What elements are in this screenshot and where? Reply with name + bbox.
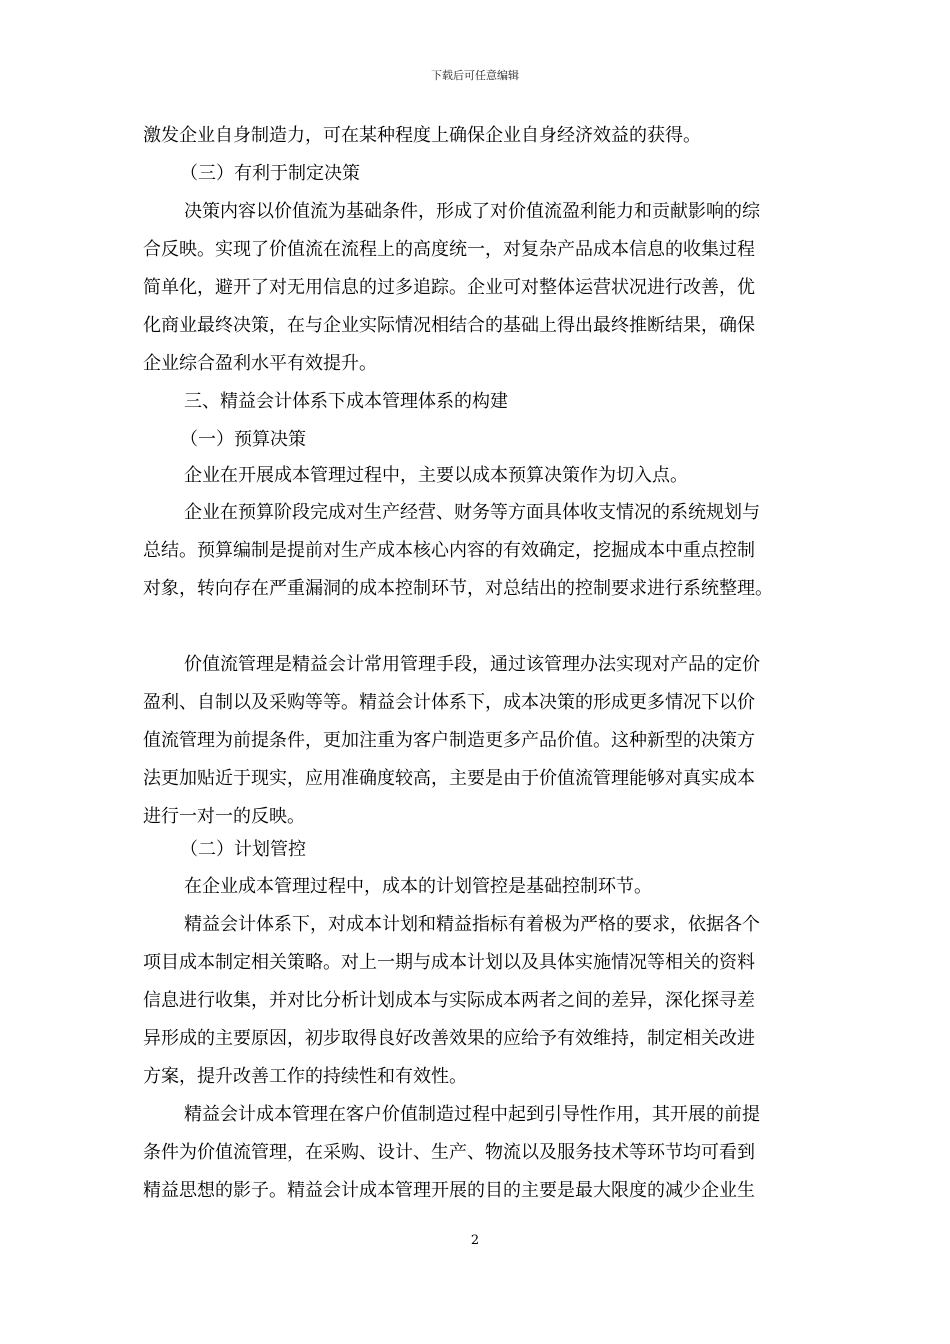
section-heading-sub: （一）预算决策	[180, 429, 306, 450]
paragraph-line: 企业在预算阶段完成对生产经营、财务等方面具体收支情况的系统规划与	[184, 502, 760, 523]
paragraph-line: 简单化，避开了对无用信息的过多追踪。企业可对整体运营状况进行改善，优	[143, 277, 755, 298]
paragraph-line: 对象，转向存在严重漏洞的成本控制环节，对总结出的控制要求进行系统整理。	[143, 578, 773, 599]
paragraph-line: 项目成本制定相关策略。对上一期与成本计划以及具体实施情况等相关的资料	[143, 952, 755, 973]
paragraph-line: 在企业成本管理过程中，成本的计划管控是基础控制环节。	[184, 876, 652, 897]
paragraph-line: 企业综合盈利水平有效提升。	[143, 353, 377, 374]
paragraph-line: 法更加贴近于现实，应用准确度较高，主要是由于价值流管理能够对真实成本	[143, 768, 755, 789]
section-heading-main: 三、精益会计体系下成本管理体系的构建	[184, 391, 508, 412]
paragraph-line: 化商业最终决策，在与企业实际情况相结合的基础上得出最终推断结果，确保	[143, 315, 755, 336]
paragraph-line: 异形成的主要原因，初步取得良好改善效果的应给予有效维持，制定相关改进	[143, 1028, 755, 1049]
paragraph-line: 总结。预算编制是提前对生产成本核心内容的有效确定，挖掘成本中重点控制	[143, 540, 755, 561]
paragraph-line: 盈利、自制以及采购等等。精益会计体系下，成本决策的形成更多情况下以价	[143, 692, 755, 713]
page-header-note: 下载后可任意编辑	[431, 69, 519, 82]
paragraph-line: 企业在开展成本管理过程中，主要以成本预算决策作为切入点。	[184, 465, 688, 486]
section-heading-sub: （二）计划管控	[180, 839, 306, 860]
body-text-line: 激发企业自身制造力，可在某种程度上确保企业自身经济效益的获得。	[143, 125, 701, 146]
paragraph-line: 精益会计体系下，对成本计划和精益指标有着极为严格的要求，依据各个	[184, 914, 760, 935]
page-number: 2	[470, 1233, 480, 1248]
paragraph-line: 精益思想的影子。精益会计成本管理开展的目的主要是最大限度的减少企业生	[143, 1180, 755, 1201]
paragraph-line: 进行一对一的反映。	[143, 806, 305, 827]
paragraph-line: 值流管理为前提条件，更加注重为客户制造更多产品价值。这种新型的决策方	[143, 730, 755, 751]
paragraph-line: 精益会计成本管理在客户价值制造过程中起到引导性作用，其开展的前提	[184, 1104, 760, 1125]
paragraph-line: 决策内容以价值流为基础条件，形成了对价值流盈利能力和贡献影响的综	[184, 201, 760, 222]
paragraph-line: 条件为价值流管理，在采购、设计、生产、物流以及服务技术等环节均可看到	[143, 1142, 755, 1163]
section-heading-sub: （三）有利于制定决策	[180, 163, 360, 184]
paragraph-line: 信息进行收集，并对比分析计划成本与实际成本两者之间的差异，深化探寻差	[143, 990, 755, 1011]
paragraph-line: 价值流管理是精益会计常用管理手段，通过该管理办法实现对产品的定价	[184, 654, 760, 675]
paragraph-line: 方案，提升改善工作的持续性和有效性。	[143, 1066, 467, 1087]
paragraph-line: 合反映。实现了价值流在流程上的高度统一，对复杂产品成本信息的收集过程	[143, 239, 755, 260]
